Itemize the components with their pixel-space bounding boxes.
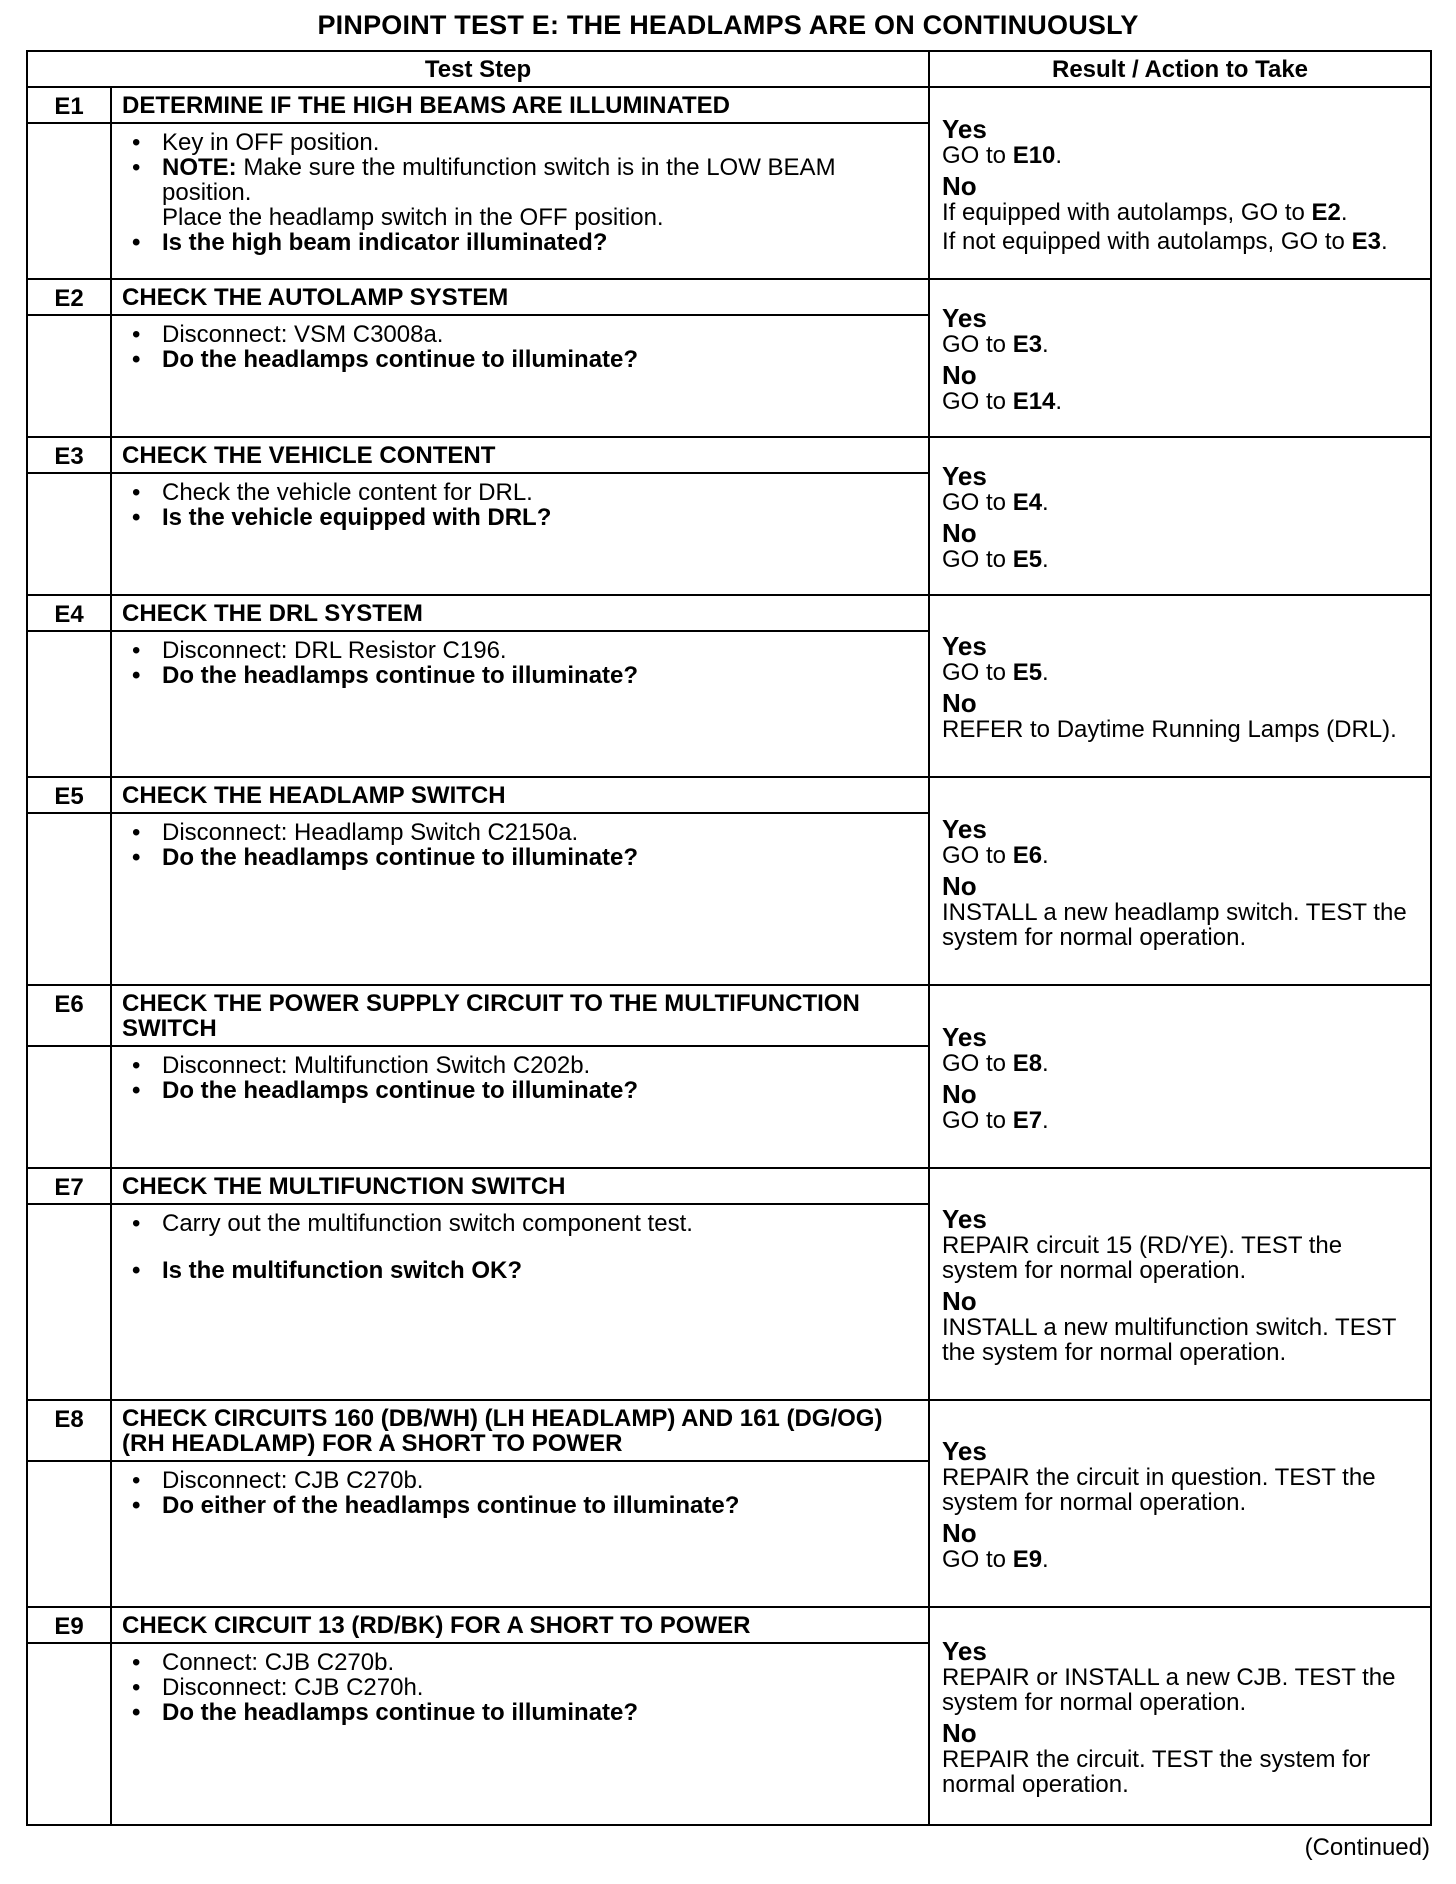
step-question: • Do the headlamps continue to illuminate? [122,663,918,688]
step-bullet: • Disconnect: Headlamp Switch C2150a. [122,820,918,845]
result-cell [929,985,1431,1168]
step-title: CHECK THE MULTIFUNCTION SWITCH [111,1168,929,1204]
yes-action: GO to E6. [942,841,1049,869]
no-action: INSTALL a new multifunction switch. TEST the system for normal operation. [942,1314,1396,1366]
no-action: GO to E5. [942,546,1049,573]
no-label: No [942,170,977,201]
yes-label: Yes [942,461,987,491]
step-question: • Do the headlamps continue to illuminate? [122,347,918,372]
no-label: No [942,688,977,718]
step-bullet: • Disconnect: DRL Resistor C196. [122,638,918,663]
result-cell [929,87,1431,279]
step-title: CHECK CIRCUIT 13 (RD/BK) FOR A SHORT TO POWER [111,1607,929,1643]
no-action: If equipped with autolamps, GO to E2. [942,198,1348,226]
step-question: • Do either of the headlamps continue to illuminate? [122,1493,918,1518]
step-body [111,1046,929,1168]
step-id: E8 [27,1400,111,1461]
result-cell [929,279,1431,437]
result-cell [929,437,1431,595]
step-body [111,813,929,985]
yes-action: GO to E5. [942,659,1049,686]
page-title: PINPOINT TEST E: THE HEADLAMPS ARE ON CONTINUOUSLY [317,10,1139,40]
step-title-row [27,1400,1431,1461]
step-title-row [27,437,1431,473]
yes-action: GO to E4. [942,489,1049,516]
step-body [111,1204,929,1400]
step-title: CHECK CIRCUITS 160 (DB/WH) (LH HEADLAMP) AND 161 (DG/OG) (RH HEADLAMP) FOR A SHORT TO POWER [111,1400,929,1461]
yes-label: Yes [942,1021,987,1052]
result-cell [929,1400,1431,1607]
yes-label: Yes [942,631,987,661]
step-title-row [27,87,1431,123]
continued-note: (Continued) [1304,1834,1430,1861]
step-body [111,123,929,279]
no-action: GO to E7. [942,1106,1049,1134]
step-bullet: • NOTE: Make sure the multifunction switch is in the LOW BEAM position. [122,155,918,205]
header-result: Result / Action to Take [929,51,1431,87]
yes-label: Yes [942,1204,987,1234]
no-action: INSTALL a new headlamp switch. TEST the system for normal operation. [942,898,1407,951]
step-title: CHECK THE VEHICLE CONTENT [111,437,929,473]
step-bullet: • Disconnect: VSM C3008a. [122,322,918,347]
yes-label: Yes [942,303,987,333]
step-bullet: • Connect: CJB C270b. [122,1650,918,1675]
step-bullet: • Check the vehicle content for DRL. [122,480,918,505]
step-id: E2 [27,279,111,315]
result-cell [929,595,1431,777]
no-label: No [942,870,977,901]
step-title-row [27,279,1431,315]
result-cell [929,1607,1431,1825]
no-label: No [942,1518,977,1548]
yes-action: REPAIR or INSTALL a new CJB. TEST the system for normal operation. [942,1664,1396,1716]
step-body [111,631,929,777]
yes-action: REPAIR circuit 15 (RD/YE). TEST the system for normal operation. [942,1232,1343,1284]
no-action: REPAIR the circuit. TEST the system for normal operation. [942,1746,1371,1798]
step-title-row [27,985,1431,1046]
step-title: CHECK THE POWER SUPPLY CIRCUIT TO THE MULTIFUNCTION SWITCH [111,985,929,1046]
step-id: E3 [27,437,111,473]
step-bullet: • Disconnect: CJB C270b. [122,1468,918,1493]
yes-action: REPAIR the circuit in question. TEST the system for normal operation. [942,1464,1376,1516]
no-label: No [942,518,977,548]
step-title-row [27,1168,1431,1204]
step-question: • Do the headlamps continue to illuminate? [122,845,918,870]
no-label: No [942,360,977,390]
step-id: E7 [27,1168,111,1204]
yes-action: GO to E10. [942,141,1063,169]
step-title-row [27,777,1431,813]
table-header-row [27,51,1431,87]
yes-action: GO to E3. [942,331,1049,358]
step-title-row [27,1607,1431,1643]
step-body [111,1643,929,1825]
no-action: REFER to Daytime Running Lamps (DRL). [942,716,1397,743]
no-label: No [942,1718,977,1748]
step-title: CHECK THE HEADLAMP SWITCH [111,777,929,813]
no-label: No [942,1078,977,1109]
step-question: • Is the high beam indicator illuminated? [122,230,918,255]
no-action: GO to E9. [942,1546,1049,1573]
step-question: • Do the headlamps continue to illuminate? [122,1078,918,1103]
yes-label: Yes [942,813,987,844]
step-bullet: • Carry out the multifunction switch component test. [122,1211,918,1236]
pinpoint-test-table [26,50,1432,1826]
yes-label: Yes [942,1436,987,1466]
yes-label: Yes [942,113,987,144]
no-label: No [942,1286,977,1316]
step-id: E5 [27,777,111,813]
step-title-row [27,595,1431,631]
yes-label: Yes [942,1636,987,1666]
step-id: E6 [27,985,111,1046]
step-id: E9 [27,1607,111,1643]
step-title: CHECK THE DRL SYSTEM [111,595,929,631]
step-question: • Is the vehicle equipped with DRL? [122,505,918,530]
step-question: • Do the headlamps continue to illuminate? [122,1700,918,1725]
step-bullet: • Disconnect: Multifunction Switch C202b. [122,1053,918,1078]
step-bullet: • Key in OFF position. [122,130,918,155]
step-id: E1 [27,87,111,123]
result-cell [929,777,1431,985]
step-question: • Is the multifunction switch OK? [122,1258,918,1283]
step-body [111,315,929,437]
header-test-step: Test Step [27,51,929,87]
step-title: CHECK THE AUTOLAMP SYSTEM [111,279,929,315]
step-body [111,1461,929,1607]
yes-action: GO to E8. [942,1049,1049,1077]
step-title: DETERMINE IF THE HIGH BEAMS ARE ILLUMINATED [111,87,929,123]
step-bullet: • Disconnect: CJB C270h. [122,1675,918,1700]
no-action: If not equipped with autolamps, GO to E3. [942,227,1388,255]
result-cell [929,1168,1431,1400]
no-action: GO to E14. [942,388,1063,415]
step-body [111,473,929,595]
step-id: E4 [27,595,111,631]
step-bullet-continuation: Place the headlamp switch in the OFF position. [162,204,664,231]
